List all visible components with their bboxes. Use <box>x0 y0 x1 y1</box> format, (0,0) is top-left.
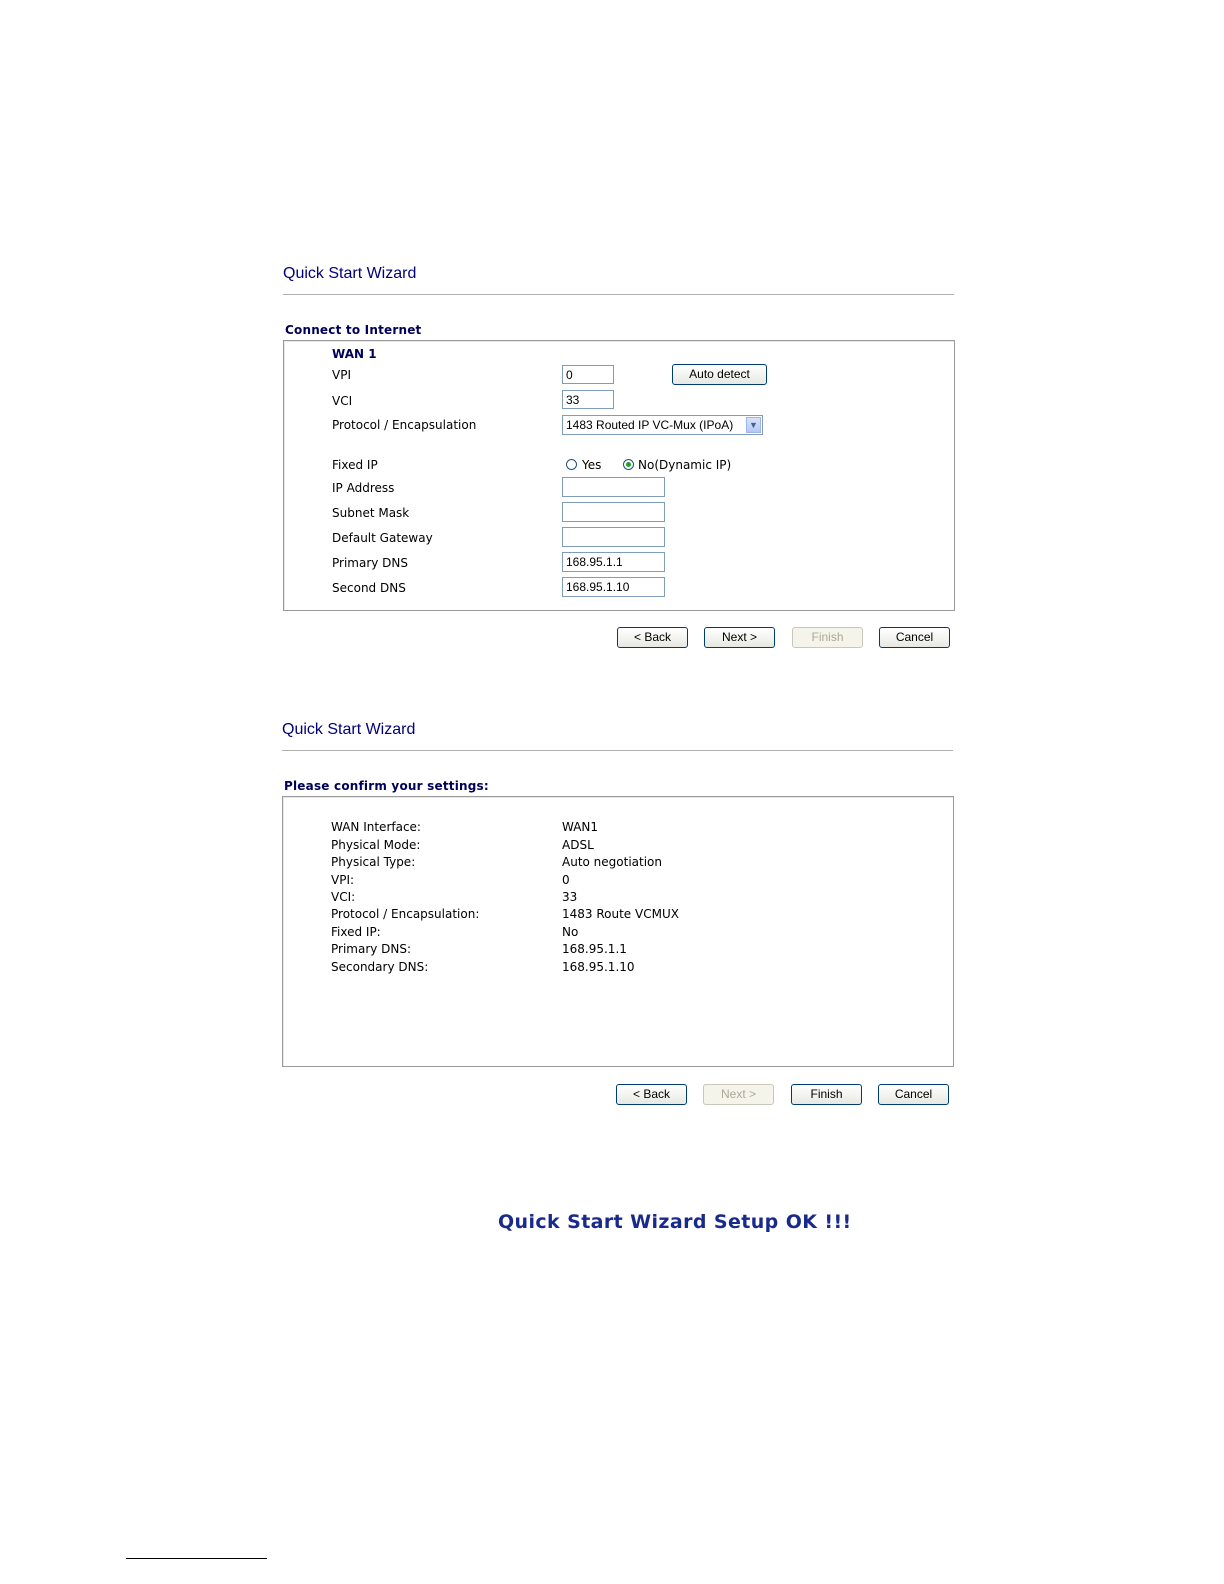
cancel-button[interactable]: Cancel <box>879 627 950 648</box>
title-divider <box>283 294 954 295</box>
radio-selected-dot <box>626 462 631 467</box>
confirm-value: 168.95.1.1 <box>562 942 627 956</box>
confirm-value: WAN1 <box>562 820 599 834</box>
subnet-mask-input[interactable] <box>562 502 665 522</box>
wizard-title: Quick Start Wizard <box>282 721 416 738</box>
fixed-ip-yes-label: Yes <box>582 458 602 472</box>
wizard-title: Quick Start Wizard <box>283 265 417 282</box>
confirm-value: No <box>562 925 579 939</box>
ip-address-label: IP Address <box>332 481 395 495</box>
cancel-button[interactable]: Cancel <box>878 1084 949 1105</box>
confirm-label: Physical Type: <box>331 855 416 869</box>
protocol-label: Protocol / Encapsulation <box>332 418 477 432</box>
title-divider <box>282 750 953 751</box>
protocol-select[interactable] <box>562 415 763 435</box>
vpi-label: VPI <box>332 368 351 382</box>
vci-input[interactable]: 33 <box>562 390 614 409</box>
confirm-value: Auto negotiation <box>562 855 663 869</box>
chevron-down-icon[interactable]: ▼ <box>746 417 761 433</box>
confirm-label: Secondary DNS: <box>331 960 429 974</box>
confirm-value: 1483 Route VCMUX <box>562 907 679 921</box>
back-button[interactable]: < Back <box>617 627 688 648</box>
primary-dns-label: Primary DNS <box>332 556 409 570</box>
protocol-selected-value: 1483 Routed IP VC-Mux (IPoA) <box>566 418 734 432</box>
footnote-rule <box>126 1558 267 1559</box>
confirm-label: Protocol / Encapsulation: <box>331 907 480 921</box>
auto-detect-button[interactable]: Auto detect <box>672 364 767 385</box>
wan-header: WAN 1 <box>332 347 377 361</box>
second-dns-input[interactable]: 168.95.1.10 <box>562 577 665 597</box>
section-title: Please confirm your settings: <box>284 779 489 793</box>
confirm-label: VPI: <box>331 873 355 887</box>
section-title: Connect to Internet <box>285 323 422 337</box>
finish-button: Finish <box>792 627 863 648</box>
confirm-value: 0 <box>562 873 570 887</box>
fixed-ip-no-label: No(Dynamic IP) <box>638 458 732 472</box>
next-button[interactable]: Next > <box>704 627 775 648</box>
vci-label: VCI <box>332 394 353 408</box>
second-dns-label: Second DNS <box>332 581 406 595</box>
fixed-ip-no-radio[interactable] <box>623 459 634 470</box>
confirm-value: ADSL <box>562 838 594 852</box>
confirm-label: VCI: <box>331 890 356 904</box>
next-button: Next > <box>703 1084 774 1105</box>
confirm-label: Physical Mode: <box>331 838 421 852</box>
primary-dns-input[interactable]: 168.95.1.1 <box>562 552 665 572</box>
subnet-mask-label: Subnet Mask <box>332 506 410 520</box>
confirm-label: Fixed IP: <box>331 925 381 939</box>
finish-button[interactable]: Finish <box>791 1084 862 1105</box>
back-button[interactable]: < Back <box>616 1084 687 1105</box>
default-gateway-input[interactable] <box>562 527 665 547</box>
ip-address-input[interactable] <box>562 477 665 497</box>
vpi-input[interactable]: 0 <box>562 365 614 384</box>
fixed-ip-label: Fixed IP <box>332 458 378 472</box>
confirm-label: Primary DNS: <box>331 942 412 956</box>
fixed-ip-yes-radio[interactable] <box>566 459 577 470</box>
confirm-value: 168.95.1.10 <box>562 960 635 974</box>
confirm-label: WAN Interface: <box>331 820 421 834</box>
confirm-panel <box>282 796 954 1067</box>
default-gateway-label: Default Gateway <box>332 531 433 545</box>
confirm-value: 33 <box>562 890 578 904</box>
setup-ok-message: Quick Start Wizard Setup OK !!! <box>498 1211 852 1233</box>
